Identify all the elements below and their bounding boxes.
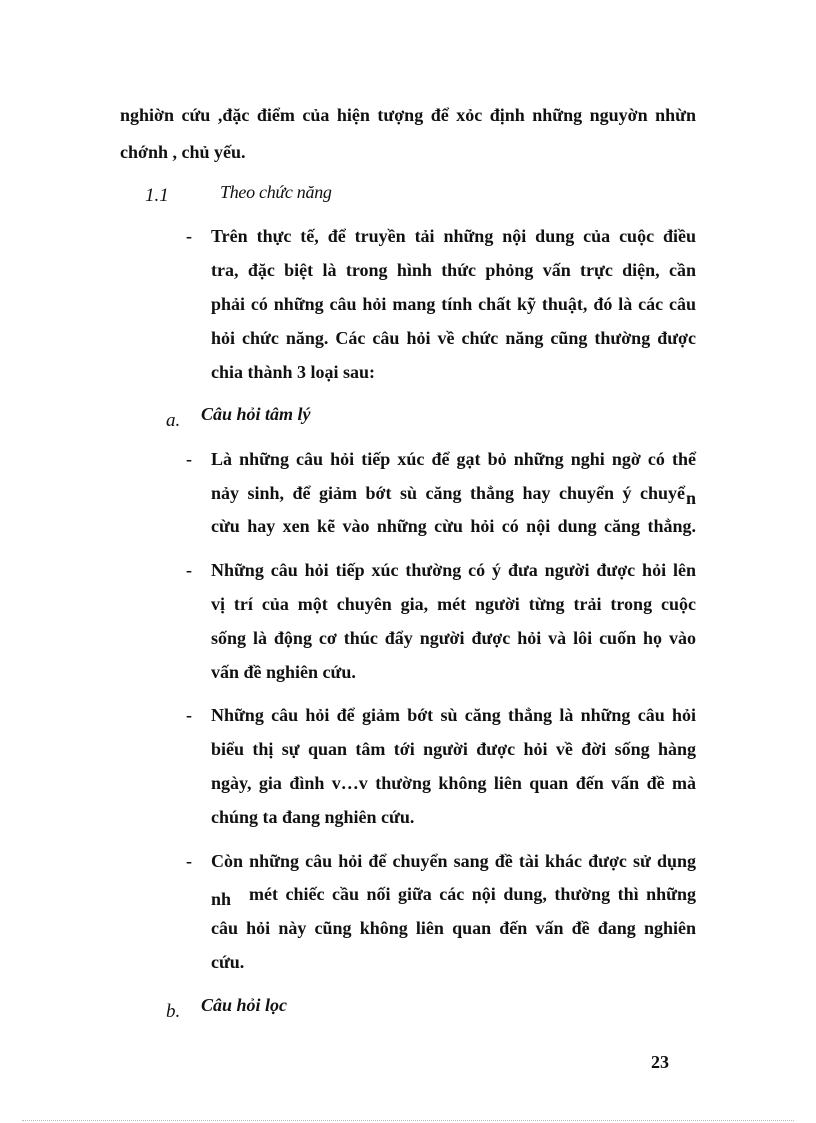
bullet-a4-line-2: mét chiếc cầu nối giữa các nội dung, thường thì những xyxy=(249,884,696,904)
bullet-a1-line-2-trail: n xyxy=(686,488,697,508)
main-line-4: hỏi chức năng. Các câu hỏi về chức năng cũng thường được xyxy=(211,328,696,348)
footer-divider xyxy=(22,1120,794,1121)
subsection-b-title: Câu hỏi lọc xyxy=(201,995,288,1015)
intro-line-1: nghiờn cứu ,đặc điểm của hiện tượng để xỏc định những nguyờn nhừn xyxy=(120,105,696,125)
bullet-a1-line-1: Là những câu hỏi tiếp xúc để gạt bỏ những nghi ngờ có thể xyxy=(211,449,696,469)
bullet-a2-line-2: vị trí của một chuyên gia, mét người từng trải trong cuộc xyxy=(211,594,696,614)
bullet-a2-line-4: vấn đề nghiên cứu. xyxy=(211,662,356,682)
bullet-a4-line-4: cứu. xyxy=(211,952,245,972)
intro-line-2: chớnh , chủ yếu. xyxy=(120,142,246,162)
bullet-a1-line-2: nảy sinh, để giảm bớt sù căng thẳng hay chuyển ý chuyể xyxy=(211,483,685,503)
bullet-dash: - xyxy=(186,226,192,246)
subsection-b-letter: b. xyxy=(166,1001,181,1022)
bullet-a3-line-3: ngày, gia đình v…v thường không liên quan đến vấn đề mà xyxy=(211,773,696,793)
section-title: Theo chức năng xyxy=(220,182,332,202)
main-line-2: tra, đặc biệt là trong hình thức phỏng vấn trực diện, cần xyxy=(211,260,696,280)
bullet-dash: - xyxy=(186,705,192,725)
bullet-a2-line-1: Những câu hỏi tiếp xúc thường có ý đưa người được hỏi lên xyxy=(211,560,696,580)
bullet-dash: - xyxy=(186,851,192,871)
bullet-a4-line-3: câu hỏi này cũng không liên quan đến vấn đề đang nghiên xyxy=(211,918,696,938)
bullet-a2-line-3: sống là động cơ thúc đẩy người được hỏi và lôi cuốn họ vào xyxy=(211,628,696,648)
page-number: 23 xyxy=(651,1052,669,1072)
bullet-a4-line-1: Còn những câu hỏi để chuyển sang đề tài khác được sử dụng xyxy=(211,851,696,871)
bullet-a3-line-4: chúng ta đang nghiên cứu. xyxy=(211,807,415,827)
subsection-a-title: Câu hỏi tâm lý xyxy=(201,404,311,424)
bullet-dash: - xyxy=(186,560,192,580)
section-number: 1.1 xyxy=(145,185,169,206)
bullet-a3-line-1: Những câu hỏi để giảm bớt sù căng thẳng là những câu hỏi xyxy=(211,705,696,725)
main-line-1: Trên thực tế, để truyền tải những nội dung của cuộc điều xyxy=(211,226,696,246)
main-line-5: chia thành 3 loại sau: xyxy=(211,362,376,382)
main-line-3: phải có những câu hỏi mang tính chất kỹ thuật, đó là các câu xyxy=(211,294,696,314)
bullet-a1-line-3: cừu hay xen kẽ vào những cừu hỏi có nội dung căng thẳng. xyxy=(211,516,696,536)
bullet-dash: - xyxy=(186,449,192,469)
bullet-a3-line-2: biểu thị sự quan tâm tới người được hỏi về đời sống hàng xyxy=(211,739,696,759)
subsection-a-letter: a. xyxy=(166,410,181,431)
bullet-a4-line-2-lead: nh xyxy=(211,889,232,909)
